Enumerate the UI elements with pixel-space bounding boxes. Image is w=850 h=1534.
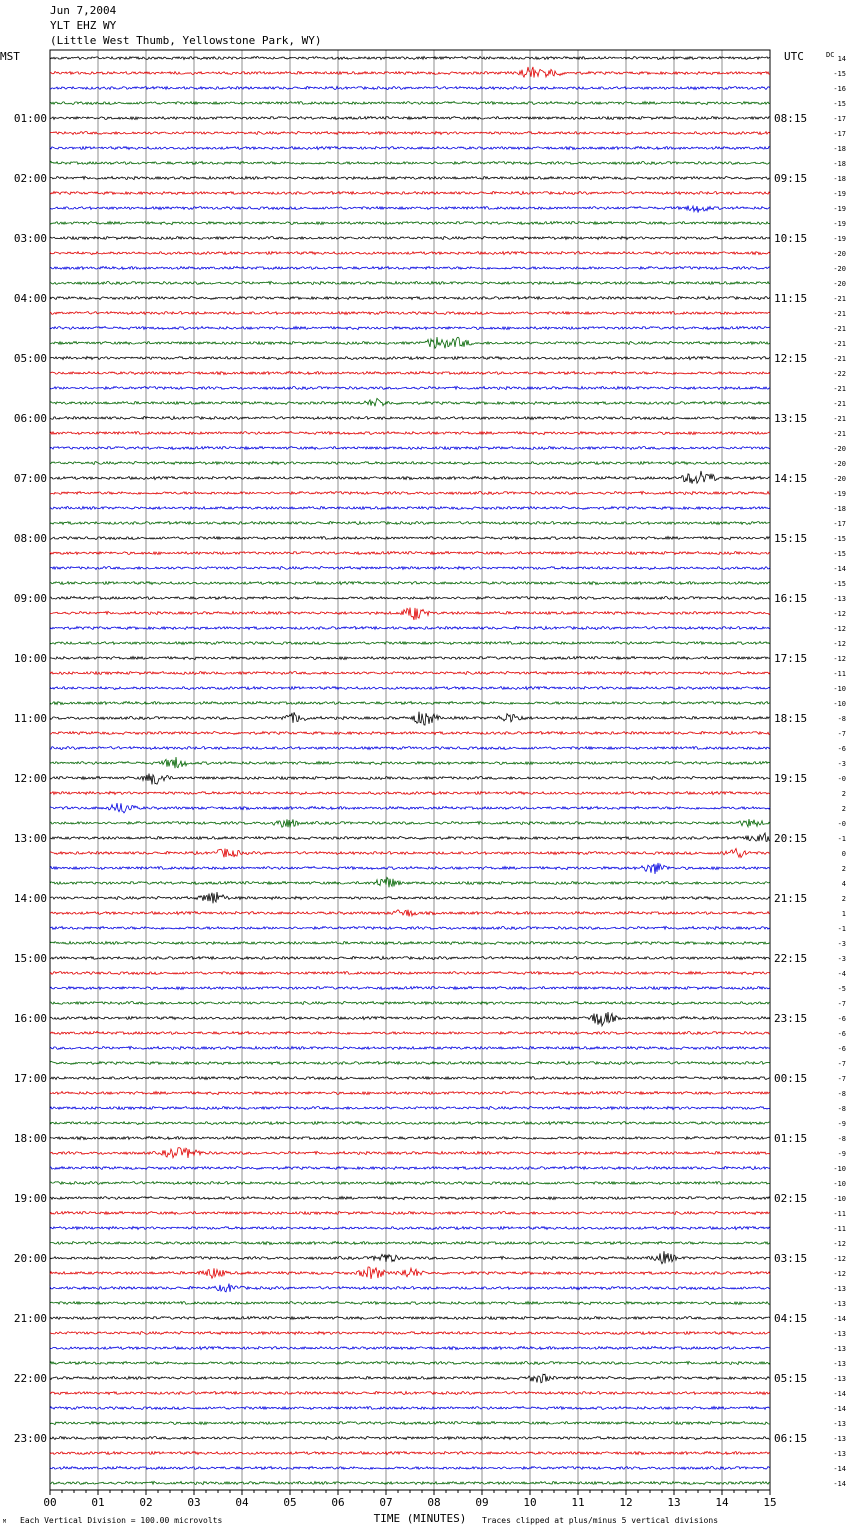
left-hour-label: 06:00 [13,412,47,425]
trace-91 [50,1422,770,1425]
station-location: (Little West Thumb, Yellowstone Park, WY) [50,34,322,47]
dc-offset-value: 2 [841,805,846,813]
dc-offset-value: -9 [837,1120,846,1128]
trace-57 [50,910,770,917]
trace-44 [50,712,770,725]
dc-offset-value: -20 [833,460,846,468]
trace-70 [50,1107,770,1110]
dc-offset-value: 2 [841,790,846,798]
right-hour-label: 03:15 [774,1252,808,1265]
trace-15 [50,281,770,284]
trace-0 [50,57,770,60]
dc-offset-value: -20 [833,250,846,258]
trace-56 [50,892,770,903]
dc-offset-value: -18 [833,175,846,183]
dc-offset-value: 2 [841,865,846,873]
trace-24 [50,417,770,420]
trace-13 [50,252,770,255]
trace-74 [50,1167,770,1170]
right-hour-label: 23:15 [774,1012,808,1025]
dc-offset-value: 2 [841,895,846,903]
right-hour-labels [774,112,807,1445]
trace-32 [50,537,770,540]
trace-89 [50,1392,770,1395]
trace-52 [50,833,770,841]
dc-offset-value: -19 [833,490,846,498]
trace-35 [50,582,770,585]
dc-offset-value: -19 [833,190,846,198]
trace-90 [50,1407,770,1410]
dc-offset-value: -10 [833,685,846,693]
trace-59 [50,942,770,945]
dc-offset-value: -6 [837,1045,846,1053]
dc-offset-value: -12 [833,655,846,663]
trace-21 [50,371,770,374]
trace-54 [50,863,770,874]
dc-offset-value: -20 [833,265,846,273]
trace-9 [50,192,770,195]
dc-offset-value: 0 [841,850,846,858]
dc-offset-value: -9 [837,1150,846,1158]
trace-53 [50,849,770,858]
x-tick-label: 12 [619,1496,633,1509]
trace-93 [50,1452,770,1455]
left-hour-labels [14,112,47,1445]
trace-26 [50,447,770,450]
dc-offset-value: -17 [833,130,846,138]
left-hour-label: 18:00 [13,1132,47,1145]
dc-offset-value: -15 [833,100,846,108]
left-hour-label: 19:00 [13,1192,47,1205]
dc-offset-value: -14 [833,1465,846,1473]
trace-66 [50,1046,770,1049]
trace-95 [50,1481,770,1484]
dc-offset-value: -3 [837,955,846,963]
trace-19 [50,337,770,348]
trace-64 [50,1012,770,1026]
dc-offset-value: -20 [833,445,846,453]
x-tick-label: 01 [91,1496,105,1509]
dc-offset-label: DC [826,51,835,59]
dc-offset-value: 4 [841,880,846,888]
dc-offset-value: -13 [833,1450,846,1458]
dc-offset-value: -6 [837,1015,846,1023]
dc-offset-value: -19 [833,220,846,228]
trace-20 [50,357,770,360]
trace-31 [50,522,770,525]
left-hour-label: 22:00 [13,1372,47,1385]
trace-68 [50,1077,770,1080]
trace-84 [50,1317,770,1320]
dc-offset-value: -19 [833,235,846,243]
right-hour-label: 19:15 [774,772,808,785]
trace-87 [50,1361,770,1364]
trace-58 [50,926,770,929]
trace-71 [50,1122,770,1125]
right-hour-label: 15:15 [774,532,808,545]
x-tick-label: 04 [235,1496,249,1509]
dc-offset-value: -6 [837,745,846,753]
trace-16 [50,297,770,300]
trace-41 [50,672,770,675]
dc-offset-value: -10 [833,1195,846,1203]
scale-note: Each Vertical Division = 100.00 microvolts [20,1516,223,1525]
right-hour-label: 10:15 [774,232,808,245]
dc-offset-value: -21 [833,400,846,408]
dc-offset-value: -15 [833,550,846,558]
dc-offset-value: -13 [833,1285,846,1293]
trace-37 [50,608,770,620]
dc-offset-value: -10 [833,1165,846,1173]
left-hour-label: 11:00 [13,712,47,725]
trace-29 [50,491,770,494]
left-hour-label: 01:00 [13,112,47,125]
dc-offset-value: -10 [833,700,846,708]
right-hour-label: 06:15 [774,1432,808,1445]
dc-offset-value: -22 [833,370,846,378]
trace-65 [50,1031,770,1034]
dc-offset-value: -13 [833,1330,846,1338]
trace-30 [50,507,770,510]
trace-67 [50,1062,770,1065]
left-timezone-label: MST [0,50,20,63]
dc-offset-value: -18 [833,145,846,153]
dc-offset-value: -7 [837,1060,846,1068]
trace-11 [50,222,770,225]
trace-81 [50,1267,770,1279]
dc-offset-value: -14 [833,1315,846,1323]
dc-offset-value: -19 [833,205,846,213]
x-tick-label: 15 [763,1496,777,1509]
trace-80 [50,1251,770,1264]
dc-offset-value: -5 [837,985,846,993]
x-tick-label: 11 [571,1496,585,1509]
dc-offset-value: -13 [833,1420,846,1428]
left-hour-label: 21:00 [13,1312,47,1325]
trace-79 [50,1241,770,1244]
dc-offset-value: -13 [833,1360,846,1368]
dc-offset-value: -20 [833,280,846,288]
trace-72 [50,1136,770,1139]
trace-7 [50,161,770,164]
trace-45 [50,732,770,735]
dc-offset-value: -21 [833,415,846,423]
trace-8 [50,176,770,179]
trace-28 [50,471,770,484]
right-hour-label: 00:15 [774,1072,808,1085]
trace-92 [50,1437,770,1440]
dc-offset-value: -12 [833,1240,846,1248]
dc-offset-value: -14 [833,1390,846,1398]
trace-6 [50,147,770,150]
trace-36 [50,596,770,599]
dc-offset-value: -21 [833,385,846,393]
trace-33 [50,552,770,555]
dc-offset-value: -7 [837,1000,846,1008]
trace-22 [50,386,770,389]
trace-10 [50,206,770,213]
dc-offset-value: 14 [837,55,846,63]
dc-offset-value: -12 [833,625,846,633]
right-hour-label: 16:15 [774,592,808,605]
dc-offset-value: 1 [841,910,846,918]
right-hour-label: 17:15 [774,652,808,665]
right-hour-label: 08:15 [774,112,808,125]
trace-34 [50,567,770,570]
dc-offset-value: -1 [837,835,846,843]
trace-73 [50,1148,770,1158]
plot-date: Jun 7,2004 [50,4,117,17]
trace-47 [50,757,770,768]
right-hour-label: 05:15 [774,1372,808,1385]
trace-43 [50,701,770,704]
right-timezone-label: UTC [784,50,804,63]
x-tick-label: 09 [475,1496,489,1509]
left-hour-label: 15:00 [13,952,47,965]
right-hour-label: 20:15 [774,832,808,845]
dc-offset-value: -10 [833,1180,846,1188]
trace-77 [50,1212,770,1215]
dc-offset-labels [833,55,846,1488]
dc-offset-value: -12 [833,640,846,648]
trace-86 [50,1347,770,1350]
dc-offset-value: -17 [833,520,846,528]
dc-offset-value: -3 [837,760,846,768]
dc-offset-value: -13 [833,1345,846,1353]
left-hour-label: 23:00 [13,1432,47,1445]
dc-offset-value: -8 [837,715,846,723]
left-hour-label: 13:00 [13,832,47,845]
dc-offset-value: -6 [837,1030,846,1038]
left-hour-label: 09:00 [13,592,47,605]
trace-17 [50,312,770,315]
trace-42 [50,687,770,690]
trace-49 [50,792,770,795]
x-tick-label: 05 [283,1496,297,1509]
trace-40 [50,657,770,660]
station-code: YLT EHZ WY [50,19,117,32]
left-hour-label: 05:00 [13,352,47,365]
trace-18 [50,327,770,330]
dc-offset-value: -8 [837,1135,846,1143]
left-hour-label: 10:00 [13,652,47,665]
dc-offset-value: -15 [833,535,846,543]
x-tick-label: 13 [667,1496,681,1509]
trace-46 [50,747,770,750]
left-hour-label: 02:00 [13,172,47,185]
dc-offset-value: -18 [833,505,846,513]
left-hour-label: 08:00 [13,532,47,545]
dc-offset-value: -14 [833,565,846,573]
trace-23 [50,398,770,406]
dc-offset-value: -13 [833,595,846,603]
right-hour-label: 21:15 [774,892,808,905]
trace-12 [50,237,770,240]
dc-offset-value: -21 [833,310,846,318]
right-hour-label: 02:15 [774,1192,808,1205]
x-tick-label: 00 [43,1496,57,1509]
dc-offset-value: -13 [833,1375,846,1383]
dc-offset-value: -13 [833,1300,846,1308]
dc-offset-value: -17 [833,115,846,123]
left-hour-label: 17:00 [13,1072,47,1085]
trace-48 [50,774,770,785]
trace-83 [50,1302,770,1305]
left-hour-label: 20:00 [13,1252,47,1265]
right-hour-label: 11:15 [774,292,808,305]
dc-offset-value: -11 [833,670,846,678]
dc-offset-value: -8 [837,1090,846,1098]
time-axis [43,1490,776,1509]
dc-offset-value: -18 [833,160,846,168]
trace-55 [50,877,770,887]
trace-1 [50,67,770,78]
right-hour-label: 04:15 [774,1312,808,1325]
dc-offset-value: -15 [833,70,846,78]
trace-94 [50,1466,770,1469]
right-hour-label: 09:15 [774,172,808,185]
right-hour-label: 14:15 [774,472,808,485]
trace-25 [50,432,770,435]
trace-5 [50,132,770,135]
dc-offset-value: -21 [833,325,846,333]
trace-14 [50,266,770,269]
footer-mark: M [3,1519,7,1525]
right-hour-label: 22:15 [774,952,808,965]
dc-offset-value: -20 [833,475,846,483]
trace-69 [50,1092,770,1095]
x-axis-title: TIME (MINUTES) [373,1512,467,1525]
trace-51 [50,819,770,828]
x-tick-label: 06 [331,1496,345,1509]
dc-offset-value: -7 [837,730,846,738]
left-hour-label: 14:00 [13,892,47,905]
clip-note: Traces clipped at plus/minus 5 vertical divisions [482,1516,719,1525]
trace-50 [50,803,770,813]
trace-75 [50,1182,770,1185]
dc-offset-value: -11 [833,1210,846,1218]
right-hour-label: 12:15 [774,352,808,365]
dc-offset-value: -13 [833,1435,846,1443]
trace-60 [50,957,770,960]
trace-63 [50,1002,770,1005]
trace-88 [50,1374,770,1383]
dc-offset-value: -21 [833,340,846,348]
dc-offset-value: -1 [837,925,846,933]
dc-offset-value: -14 [833,1405,846,1413]
left-hour-label: 03:00 [13,232,47,245]
dc-offset-value: -21 [833,430,846,438]
trace-4 [50,117,770,120]
trace-39 [50,642,770,645]
x-tick-label: 03 [187,1496,201,1509]
x-tick-label: 02 [139,1496,153,1509]
x-tick-label: 10 [523,1496,537,1509]
dc-offset-value: -21 [833,295,846,303]
right-hour-label: 13:15 [774,412,808,425]
trace-61 [50,972,770,975]
right-hour-label: 18:15 [774,712,808,725]
left-hour-label: 12:00 [13,772,47,785]
dc-offset-value: -0 [837,820,846,828]
dc-offset-value: -7 [837,1075,846,1083]
x-tick-label: 14 [715,1496,729,1509]
dc-offset-value: -4 [837,970,846,978]
seismic-traces [50,57,770,1485]
trace-27 [50,462,770,465]
dc-offset-value: -14 [833,1480,846,1488]
trace-62 [50,987,770,990]
dc-offset-value: -0 [837,775,846,783]
trace-76 [50,1197,770,1200]
dc-offset-value: -15 [833,580,846,588]
left-hour-label: 07:00 [13,472,47,485]
trace-85 [50,1332,770,1335]
dc-offset-value: -8 [837,1105,846,1113]
dc-offset-value: -3 [837,940,846,948]
trace-78 [50,1227,770,1230]
right-hour-label: 01:15 [774,1132,808,1145]
x-tick-label: 07 [379,1496,393,1509]
trace-2 [50,87,770,90]
dc-offset-value: -16 [833,85,846,93]
dc-offset-value: -11 [833,1225,846,1233]
dc-offset-value: -12 [833,1270,846,1278]
trace-38 [50,627,770,630]
left-hour-label: 04:00 [13,292,47,305]
dc-offset-value: -12 [833,610,846,618]
dc-offset-value: -21 [833,355,846,363]
left-hour-label: 16:00 [13,1012,47,1025]
trace-3 [50,102,770,105]
x-tick-label: 08 [427,1496,441,1509]
dc-offset-value: -12 [833,1255,846,1263]
trace-82 [50,1284,770,1292]
